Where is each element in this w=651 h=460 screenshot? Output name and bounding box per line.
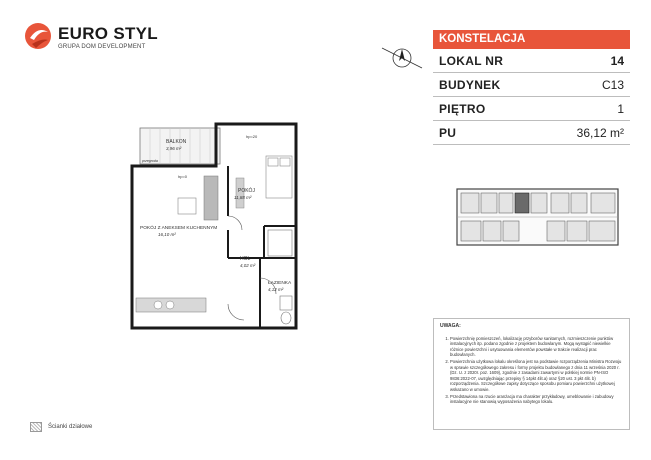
info-label: LOKAL NR <box>439 53 504 68</box>
balcony-name: BALKON <box>166 139 187 145</box>
euro-styl-logo-icon <box>24 22 52 50</box>
bath-area: 4,12 m² <box>268 287 284 292</box>
info-value: 14 <box>610 53 624 68</box>
notes-title: UWAGA: <box>440 323 461 329</box>
note-item: 2. Powierzchnia użytkowa lokalu określona jest na podstawie rozporządzenia Ministra Rozwoju w sprawie szczegółowego zakresu i formy projektu budowlanego z dnia 11 września 2020 r. (Dz. U. z 2020r. poz. 1609), zgodnie z zasadami zawartymi w polskiej normie PN-ISO 9836:2022-07, uwzględniając przepisy § 14pkt 4lit.a) oraz §20 ust. 3 pkt 4lit. b) rozporządzenia. Szczegółowe zapisy dotyczące sposobu pomiaru powierzchni użytkowej wskazano w umowie. <box>450 359 623 393</box>
brand-subtitle: GRUPA DOM DEVELOPMENT <box>58 44 146 50</box>
partition-label: przegroda <box>142 159 158 163</box>
info-label: PIĘTRO <box>439 101 486 116</box>
hall-name: HOL <box>240 256 251 262</box>
info-value: C13 <box>601 77 624 92</box>
bath-name: ŁAZIENKA <box>268 281 292 286</box>
height-mark-bedroom: hp=20 <box>246 134 258 139</box>
brand-name: EURO STYL <box>58 24 158 43</box>
info-value: 36,12 m² <box>576 125 624 140</box>
floor-plan <box>128 118 328 336</box>
table <box>178 198 196 214</box>
apartment-info-panel <box>433 30 630 145</box>
living-name: POKÓJ Z ANEKSEM KUCHENNYM <box>140 226 218 231</box>
partition-wall-swatch-icon <box>30 422 42 432</box>
project-name: KONSTELACJA <box>433 30 630 49</box>
notes-box <box>433 318 630 430</box>
hall-area: 4,02 m² <box>240 263 256 268</box>
highlighted-unit <box>515 193 529 213</box>
info-row-floor <box>433 97 630 121</box>
note-item: 1. Powierzchnię pomieszczeń, lokalizację przyborów sanitarnych, rozmieszczenie punktów instalacyjnych itp. podano zgodnie z projektem budowlanym. Mogą wystąpić niewielkie różnice powierzchni i usytuowania elementów powstałe w trakcie realizacji prac budowlanych. <box>450 336 623 358</box>
bedroom-area: 11,88 m² <box>234 195 252 200</box>
sofa <box>204 176 218 220</box>
info-row-unit <box>433 49 630 73</box>
note-item: 3. Przedstawiona na rzucie aranżacja ma charakter przykładowy, umeblowanie i zabudowy instalacyjne nie stanowią wyposażenia nabytego lokalu. <box>450 394 623 405</box>
legend <box>30 422 92 432</box>
notes-list <box>440 336 623 405</box>
company-logo <box>24 22 174 52</box>
info-label: BUDYNEK <box>439 77 501 92</box>
kitchen-counter <box>136 298 206 312</box>
bed <box>266 156 292 198</box>
bedroom-name: POKÓJ <box>238 188 255 194</box>
compass-north-icon <box>380 42 424 74</box>
living-area: 16,10 m² <box>158 232 176 237</box>
balcony-area: 3,96 m² <box>166 146 182 151</box>
info-value: 1 <box>617 101 624 116</box>
info-row-area <box>433 121 630 145</box>
info-label: PU <box>439 125 457 140</box>
height-mark-living: hp=0 <box>178 174 188 179</box>
bathtub <box>268 230 292 324</box>
info-row-building <box>433 73 630 97</box>
building-key-plan <box>455 187 620 247</box>
legend-label: Ścianki działowe <box>48 424 93 430</box>
